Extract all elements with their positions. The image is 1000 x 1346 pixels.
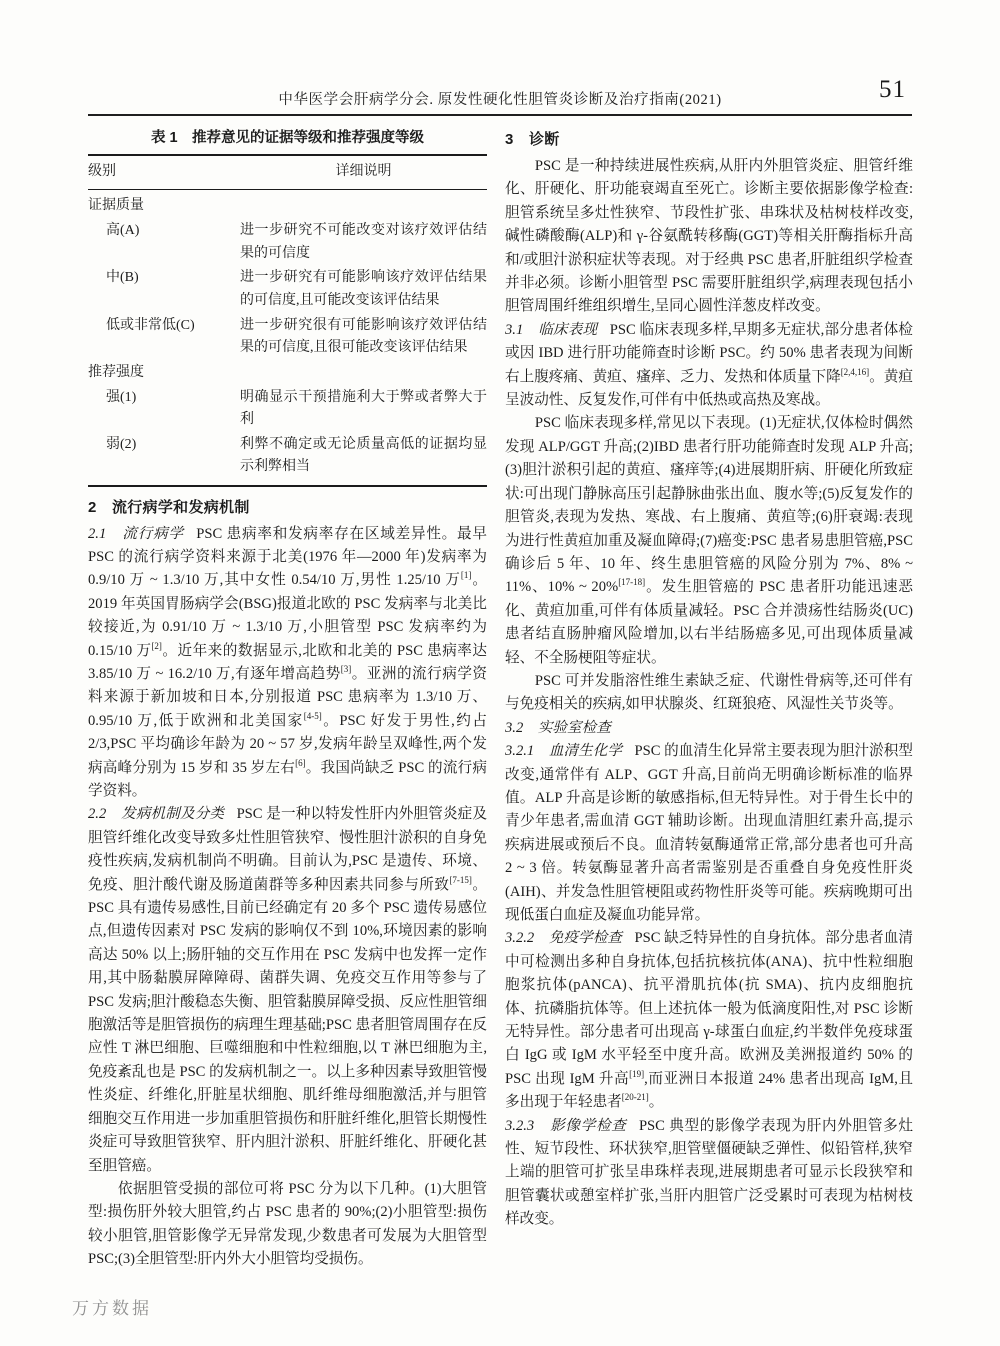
section-heading: 3 诊断 <box>505 131 560 148</box>
run-in-heading: 3.2.2 免疫学检查 <box>505 930 623 947</box>
paragraph: 3.2.3 影像学检查 PSC 典型的影像学表现为肝内外胆管多灶性、短节段性、环状狭窄,胆管壁僵硬缺乏弹性、似铅管样,狭窄上端的胆管可扩张呈串珠样表现,进展期患者可显示长段狭窄和胆管囊状或憩室样扩张,当肝内胆管广泛受累时可表现为枯树枝样改变。 <box>505 1117 913 1228</box>
table-detail-cell: 利弊不确定或无论质量高低的证据均显示利弊相当 <box>240 436 487 475</box>
reference-marker: [3] <box>340 664 352 675</box>
table-detail-cell: 进一步研究不可能改变对该疗效评估结果的可信度 <box>240 223 487 261</box>
run-in-heading: 2.2 发病机制及分类 <box>88 806 225 823</box>
right-column <box>505 127 913 1232</box>
table-header-row <box>88 155 487 190</box>
paragraph: 2.1 流行病学 PSC 患病率和发病率存在区域差异性。最早 PSC 的流行病学资料来源于北美(1976 年—2000 年)发病率为 0.9/10 万 ~ 1.3/10 万,其中女性 0.54/10 万,男性 1.25/10 万[1]。2019 年英国胃肠病学会(BSG)报道北欧的 PSC 发病率与北美比较接近,为 0.91/10 万 ~ 1.3/10 万,小胆管型 PSC 发病率约为 0.15/10 万[2]。近年来的数据显示,北欧和北美的 PSC 患病率达 3.85/10 万 ~ 16.2/10 万,有逐年增高趋势[3]。亚洲的流行病学资料来源于新加坡和日本,分别报道 PSC 患病率为 1.3/10 万、0.95/10 万,低于欧洲和北美国家[4-5]。PSC 好发于男性,约占 2/3,PSC 平均确诊年龄为 20 ~ 57 岁,发病年龄呈双峰性,两个发病高峰分别为 15 岁和 35 岁左右[6]。我国尚缺乏 PSC 的流行病学资料。 <box>88 525 487 799</box>
reference-marker: [20-21] <box>621 1092 649 1103</box>
table1-caption: 表 1 推荐意见的证据等级和推荐强度等级 <box>150 130 425 146</box>
table-detail-cell: 进一步研究很有可能影响该疗效评估结果的可信度,且很可能改变该评估结果 <box>240 317 487 355</box>
paragraph: 3.2.1 血清生化学 PSC 的血清生化异常主要表现为胆汁淤积型改变,通常伴有 ALP、GGT 升高,目前尚无明确诊断标准的临界值。ALP 升高是诊断的敏感指标,但无特异性。对于骨生长中的青少年患者,需血清 GGT 辅助诊断。出现血清胆红素升高,提示疾病进展或预后不良。血清转氨酶通常正常,部分患者也可升高 2 ~ 3 倍。转氨酶显著升高者需鉴别是否重叠自身免疫性肝炎(AIH)、并发急性胆管梗阻或药物性肝炎等可能。疾病晚期可出现低蛋白血症及凝血功能异常。 <box>505 743 913 923</box>
reference-marker: [1] <box>460 570 472 581</box>
column-header-level: 级别 <box>88 155 240 190</box>
page-header <box>88 78 912 114</box>
left-column-blocks <box>88 496 487 1272</box>
table-level-cell: 弱(2) <box>106 436 137 452</box>
paragraph: PSC 是一种持续进展性疾病,从肝内外胆管炎症、胆管纤维化、肝硬化、肝功能衰竭直至死亡。诊断主要依据影像学检查:胆管系统呈多灶性狭窄、节段性扩张、串珠状及枯树枝样改变,碱性磷酸酶(ALP)和 γ-谷氨酰转移酶(GGT)等相关肝酶指标升高和/或胆汁淤积症状等表现。对于经典 PSC 患者,肝脏组织学检查并非必须。诊断小胆管型 PSC 需要肝脏组织学,病理表现包括小胆管周围纤维组织增生,呈同心圆性洋葱皮样改变。 <box>505 158 913 315</box>
table-level-cell: 强(1) <box>106 389 137 405</box>
table-row <box>88 313 487 360</box>
reference-marker: [2,4,16] <box>840 366 870 377</box>
table1-head <box>88 155 487 190</box>
column-header-detail: 详细说明 <box>240 155 487 190</box>
section-heading: 2 流行病学和发病机制 <box>88 498 250 516</box>
header-rule <box>88 114 912 116</box>
run-in-heading: 2.1 流行病学 <box>88 525 184 542</box>
table-row <box>88 361 487 386</box>
running-title: 中华医学会肝病学分会. 原发性硬化性胆管炎诊断及治疗指南(2021) <box>278 92 722 108</box>
table-row <box>88 385 487 432</box>
right-column-blocks <box>505 128 913 1232</box>
subsection-heading: 3.2 实验室检查 <box>505 719 611 736</box>
paragraph: PSC 临床表现多样,常见以下表现。(1)无症状,仅体检时偶然发现 ALP/GGT 升高;(2)IBD 患者行肝功能筛查时发现 ALP 升高;(3)胆汁淤积引起的黄疸、瘙痒等;(4)进展期肝病、肝硬化所致症状:可出现门静脉高压引起静脉曲张出血、腹水等;(5)反复发作的胆管炎,表现为发热、寒战、右上腹痛、黄疸等;(6)肝衰竭:表现为进行性黄疸加重及凝血障碍;(7)癌变:PSC 患者易患胆管癌,PSC 确诊后 5 年、10 年、终生患胆管癌的风险分别为 7%、8% ~ 11%、10% ~ 20%[17-18]。发生胆管癌的 PSC 患者肝功能迅速恶化、黄疸加重,可伴有体质量减轻。PSC 合并溃疡性结肠炎(UC)患者结直肠肿瘤风险增加,以右半结肠癌多见,可出现体质量减轻、不全肠梗阻等症状。 <box>505 415 914 666</box>
paragraph: 依据胆管受损的部位可将 PSC 分为以下几种。(1)大胆管型:损伤肝外较大胆管,约占 PSC 患者的 90%;(2)小胆管型:损伤较小胆管,胆管影像学无异常发现,少数患者可发展为大胆管型 PSC;(3)全胆管型:肝内外大小胆管均受损伤。 <box>88 1180 487 1268</box>
left-column <box>88 127 487 1272</box>
watermark: 万方数据 <box>72 1299 152 1318</box>
reference-marker: [2] <box>151 640 162 651</box>
paragraph: 3.2.2 免疫学检查 PSC 缺乏特异性的自身抗体。部分患者血清中可检测出多种自身抗体,包括抗核抗体(ANA)、抗中性粒细胞胞浆抗体(pANCA)、抗平滑肌抗体(抗 SMA)、抗内皮细胞抗体、抗磷脂抗体等。但上述抗体一般为低滴度阳性,对 PSC 诊断无特异性。部分患者可出现高 γ-球蛋白血症,约半数伴免疫球蛋白 IgG 或 IgM 水平轻至中度升高。欧洲及美洲报道约 50% 的 PSC 出现 IgM 升高[19],而亚洲日本报道 24% 患者出现高 IgM,且多出现于年轻患者[20-21]。 <box>505 930 913 1111</box>
table-row <box>88 219 487 266</box>
page-number: 51 <box>879 76 906 103</box>
table-level-cell: 高(A) <box>106 223 140 239</box>
table-level-cell: 低或非常低(C) <box>106 317 195 333</box>
reference-marker: [17-18] <box>618 577 646 588</box>
table-detail-cell <box>240 361 487 386</box>
table1 <box>88 128 487 487</box>
reference-marker: [6] <box>295 757 306 768</box>
paragraph: 3.1 临床表现 PSC 临床表现多样,早期多无症状,部分患者体检或因 IBD 进行肝功能筛查时诊断 PSC。约 50% 患者表现为间断右上腹疼痛、黄疸、瘙痒、乏力、发热和体质量下降[2,4,16]。黄疸呈波动性、反复发作,可伴有中低热或高热及寒战。 <box>505 321 913 409</box>
paragraph: PSC 可并发脂溶性维生素缺乏症、代谢性骨病等,还可伴有与免疫相关的疾病,如甲状腺炎、红斑狼疮、风湿性关节炎等。 <box>505 672 913 713</box>
table-level-cell: 中(B) <box>106 270 139 286</box>
table1-body <box>88 190 487 486</box>
table-detail-cell <box>240 190 487 219</box>
table-group-label: 推荐强度 <box>88 364 144 380</box>
table-detail-cell: 明确显示干预措施利大于弊或者弊大于利 <box>240 389 487 427</box>
run-in-heading: 3.1 临床表现 <box>505 321 598 338</box>
table-row <box>88 266 487 313</box>
reference-marker: [19] <box>629 1068 645 1079</box>
table-row <box>88 190 487 219</box>
run-in-heading: 3.2.3 影像学检查 <box>505 1117 627 1134</box>
reference-marker: [7-15] <box>449 874 472 885</box>
paragraph: 2.2 发病机制及分类 PSC 是一种以特发性肝内外胆管炎症及胆管纤维化改变导致多灶性胆管狭窄、慢性胆汁淤积的自身免疫性疾病,发病机制尚不明确。目前认为,PSC 是遗传、环境、免疫、胆汁酸代谢及肠道菌群等多种因素共同参与所致[7-15]。PSC 具有遗传易感性,目前已经确定有 20 多个 PSC 遗传易感位点,但遗传因素对 PSC 发病的影响仅不到 10%,环境因素的影响高达 50% 以上;肠肝轴的交互作用在 PSC 发病中也发挥一定作用,其中肠黏膜屏障障碍、菌群失调、免疫交互作用等参与了 PSC 发病;胆汁酸稳态失衡、胆管黏膜屏障受损、反应性胆管细胞激活等是胆管损伤的病理生理基础;PSC 患者胆管周围存在反应性 T 淋巴细胞、巨噬细胞和中性粒细胞,以 T 淋巴细胞为主,免疫紊乱也是 PSC 的发病机制之一。以上多种因素导致胆管慢性炎症、纤维化,肝脏星状细胞、肌纤维母细胞激活,并与胆管细胞交互作用进一步加重胆管损伤和肝脏纤维化,胆管长期慢性炎症可导致胆管狭窄、肝内胆汁淤积、肝脏纤维化、肝硬化甚至胆管癌。 <box>88 806 487 1174</box>
table-detail-cell: 进一步研究有可能影响该疗效评估结果的可信度,且可能改变该评估结果 <box>240 270 487 308</box>
reference-marker: [4-5] <box>303 710 322 721</box>
table1-grid <box>88 154 487 487</box>
table-row <box>88 433 487 486</box>
run-in-heading: 3.2.1 血清生化学 <box>505 743 623 760</box>
table-group-label: 证据质量 <box>88 198 144 214</box>
